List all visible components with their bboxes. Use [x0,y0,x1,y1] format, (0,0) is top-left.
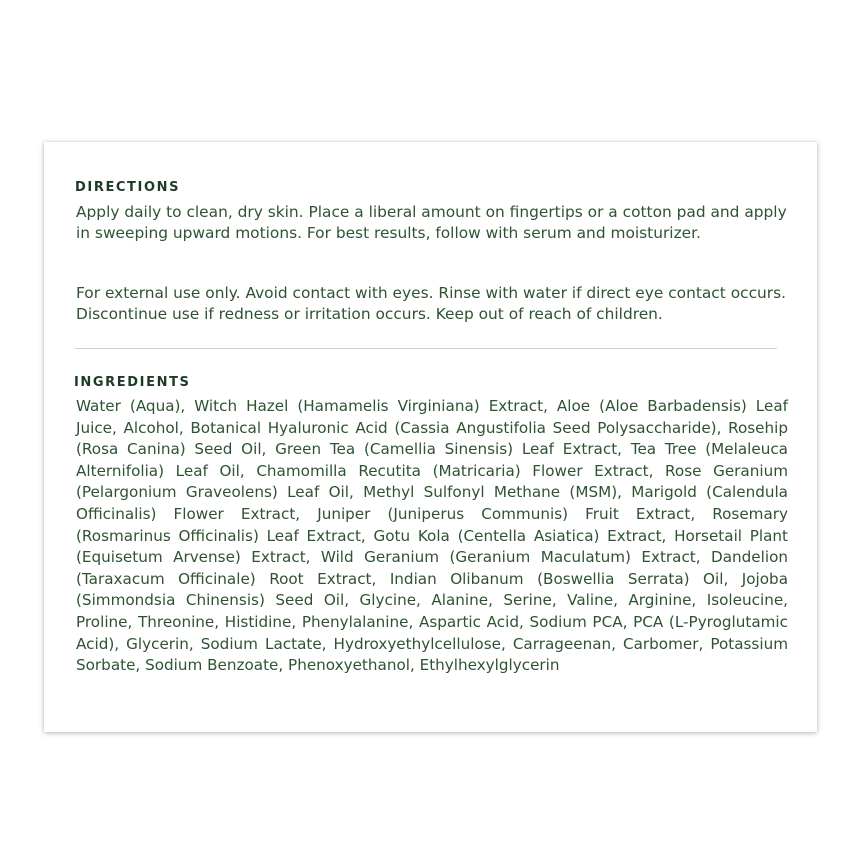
ingredients-list: Water (Aqua), Witch Hazel (Hamamelis Virginiana) Extract, Aloe (Aloe Barbadensis) Leaf Juice, Alcohol, Botanical Hyaluronic Acid (Cassia Angustifolia Seed Polysaccharide), Rosehip (Rosa Canina) Seed Oil, Green Tea (Camellia Sinensis) Leaf Extract, Tea Tree (Melaleuca Alternifolia) Leaf Oil, Chamomilla Recutita (Matricaria) Flower Extract, Rose Geranium (Pelargonium Graveolens) Leaf Oil, Methyl Sulfonyl Methane (MSM), Marigold (Calendula Officinalis) Flower Extract, Juniper (Juniperus Communis) Fruit Extract, Rosemary (Rosmarinus Officinalis) Leaf Extract, Gotu Kola (Centella Asiatica) Extract, Horsetail Plant (Equisetum Arvense) Extract, Wild Geranium (Geranium Maculatum) Extract, Dandelion (Taraxacum Officinale) Root Extract, Indian Olibanum (Boswellia Serrata) Oil, Jojoba (Simmondsia Chinensis) Seed Oil, Glycine, Alanine, Serine, Valine, Arginine, Isoleucine, Proline, Threonine, Histidine, Phenylalanine, Aspartic Acid, Sodium PCA, PCA (L-Pyroglutamic Acid), Glycerin, Sodium Lactate, Hydroxyethylcellulose, Carrageenan, Carbomer, Potassium Sorbate, Sodium Benzoate, Phenoxyethanol, Ethylhexylglycerin [76,397,788,675]
directions-heading: DIRECTIONS [75,180,181,195]
directions-paragraph-usage: Apply daily to clean, dry skin. Place a liberal amount on fingertips or a cotton pad and apply in sweeping upward motions. For best results, follow with serum and moisturizer. [76,203,787,242]
product-label-card [44,142,817,732]
section-divider [75,348,777,349]
ingredients-heading: INGREDIENTS [74,375,191,390]
directions-paragraph-warning: For external use only. Avoid contact with eyes. Rinse with water if direct eye contact occurs. Discontinue use if redness or irritation occurs. Keep out of reach of children. [76,284,787,323]
